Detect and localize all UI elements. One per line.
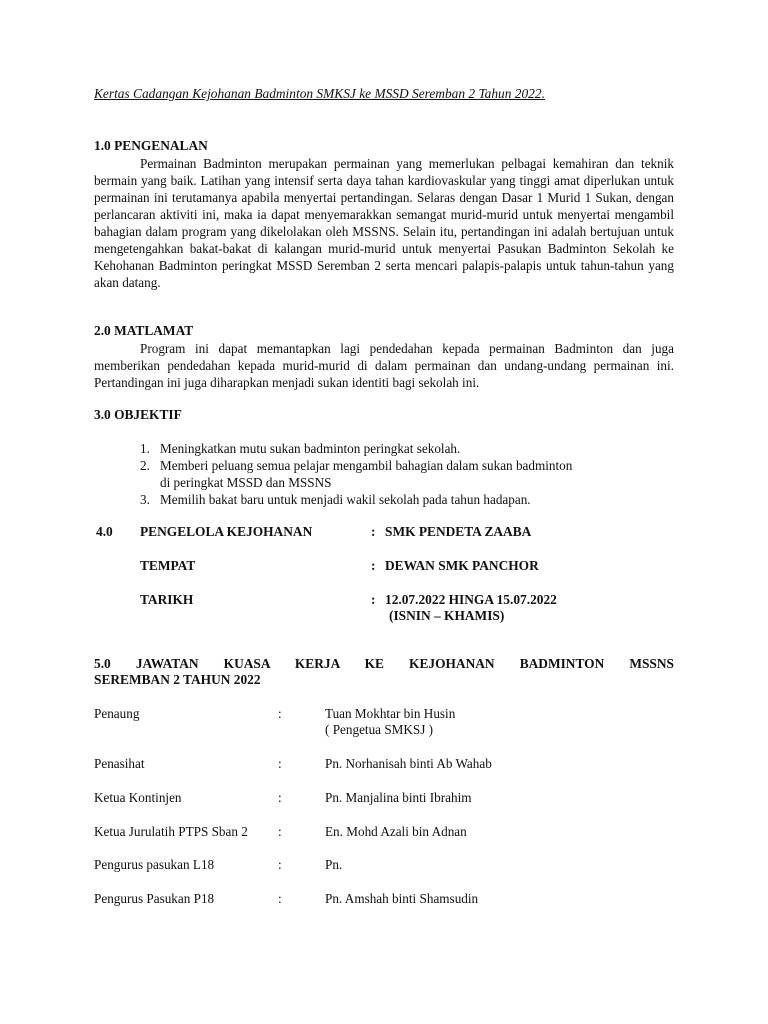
date-label: TARIKH <box>140 592 194 607</box>
section-heading-goal: 2.0 MATLAMAT <box>94 323 194 338</box>
committee-role: Pengurus Pasukan P18 <box>94 891 215 906</box>
committee-colon: : <box>278 857 282 872</box>
intro-text: Permainan Badminton merupakan permainan yang memerlukan pelbagai kemahiran dan teknik bermain yang baik. Latihan yang intensif serta daya tahan kardiovaskular yang tinggi amat diperlukan untuk permainan ini terutamanya apabila menyertai pertandingan. Selaras dengan Dasar 1 Murid 1 Sukan, dengan perlancaran aktiviti ini, maka ia dapat menyemarakkan semangat murid-murid untuk menyertai mengambil bahagian dalam program yang dikelolakan oleh MSSNS. Selain itu, pertandingan ini adalah bertujuan untuk mengetengahkan bakat-bakat di kalangan murid-murid untuk menyertai Pasukan Badminton Sekolah ke Kehohanan Badminton peringkat MSSD Seremban 2 serta mencari palapis-palapis untuk tahun-tahun yang akan datang. <box>94 156 674 290</box>
organizer-value: SMK PENDETA ZAABA <box>385 524 532 539</box>
committee-name: Pn. Manjalina binti Ibrahim <box>325 790 472 805</box>
objective-text: Meningkatkan mutu sukan badminton peringkat sekolah. <box>160 441 461 456</box>
objective-item <box>140 440 572 457</box>
committee-name: Tuan Mokhtar bin Husin <box>325 706 456 721</box>
committee-name: Pn. <box>325 857 343 872</box>
committee-colon: : <box>278 891 282 906</box>
committee-name: En. Mohd Azali bin Adnan <box>325 824 467 839</box>
organizer-label: PENGELOLA KEJOHANAN <box>140 524 313 539</box>
committee-role: Penasihat <box>94 756 145 771</box>
section-heading-objectives: 3.0 OBJEKTIF <box>94 407 182 422</box>
committee-heading: 5.0 JAWATAN KUASA KERJA KE KEJOHANAN BADMINTON MSSNS <box>94 656 674 671</box>
committee-colon: : <box>278 824 282 839</box>
venue-label: TEMPAT <box>140 558 196 573</box>
committee-heading-continued: SEREMBAN 2 TAHUN 2022 <box>94 672 261 687</box>
objective-text: Memilih bakat baru untuk menjadi wakil sekolah pada tahun hadapan. <box>160 492 531 507</box>
committee-role: Ketua Jurulatih PTPS Sban 2 <box>94 824 248 839</box>
objective-text-continued: di peringkat MSSD dan MSSNS <box>160 475 332 490</box>
objective-item <box>140 457 572 491</box>
document-title: Kertas Cadangan Kejohanan Badminton SMKSJ ke MSSD Seremban 2 Tahun 2022. <box>94 86 545 101</box>
committee-name-note: ( Pengetua SMKSJ ) <box>325 722 434 737</box>
date-value: 12.07.2022 HINGA 15.07.2022 <box>385 592 557 607</box>
venue-colon: : <box>371 558 376 573</box>
committee-role: Pengurus pasukan L18 <box>94 857 215 872</box>
objective-number: 2. <box>140 458 150 473</box>
committee-role: Ketua Kontinjen <box>94 790 182 805</box>
goal-text: Program ini dapat memantapkan lagi pendedahan kepada permainan Badminton dan juga memberikan pendedahan kepada murid-murid di dalam permainan dan undang-undang permainan ini. Pertandingan ini juga diharapkan menjadi sukan identiti bagi sekolah ini. <box>94 341 674 390</box>
committee-colon: : <box>278 790 282 805</box>
committee-colon: : <box>278 756 282 771</box>
committee-name: Pn. Amshah binti Shamsudin <box>325 891 479 906</box>
intro-paragraph <box>94 155 674 291</box>
committee-name: Pn. Norhanisah binti Ab Wahab <box>325 756 492 771</box>
objective-text: Memberi peluang semua pelajar mengambil bahagian dalam sukan badminton <box>160 458 573 473</box>
organizer-section-number: 4.0 <box>96 524 113 539</box>
organizer-colon: : <box>371 524 376 539</box>
committee-colon: : <box>278 706 282 721</box>
objective-number: 1. <box>140 441 150 456</box>
date-days: (ISNIN – KHAMIS) <box>389 608 505 623</box>
objective-item <box>140 491 572 508</box>
goal-paragraph <box>94 340 674 391</box>
section-heading-intro: 1.0 PENGENALAN <box>94 138 208 153</box>
venue-value: DEWAN SMK PANCHOR <box>385 558 539 573</box>
objectives-list <box>140 440 572 508</box>
date-colon: : <box>371 592 376 607</box>
committee-role: Penaung <box>94 706 140 721</box>
objective-number: 3. <box>140 492 150 507</box>
